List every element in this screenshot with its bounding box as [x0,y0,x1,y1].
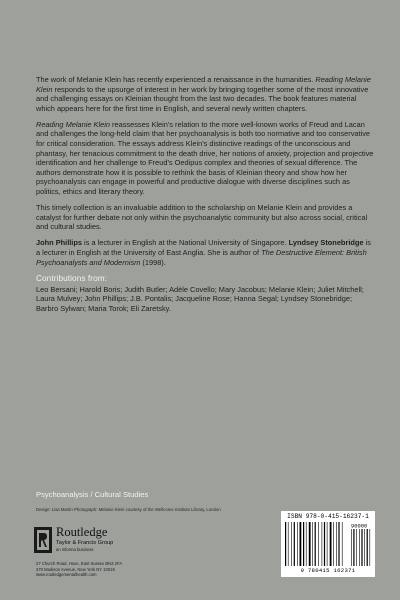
blurb-paragraph-2 [36,120,374,197]
editor-name: John Phillips [36,238,82,248]
editors-bio [36,238,374,267]
address-line: 270 Madison Avenue, New York NY 10016 [36,566,115,572]
editor-bio-text: (1998). [140,257,166,267]
price-code: 90000 [351,523,368,530]
routledge-logo-icon [34,527,52,553]
address-line: 27 Church Road, Hove, East Sussex BN3 2FA [36,561,123,566]
isbn-barcode [281,511,375,577]
blurb-text: The work of Melanie Klein has recently experienced a renaissance in the humanities. [36,75,316,84]
contributors-list: Leo Bersani; Harold Boris; Judith Butler; Adèle Covello; Mary Jacobus; Melanie Klein; Juliet Mitchell; Laura Mulvey; John Phillips; J.B. Pontalis; Jacqueline Rose; Hanna Segal; Lyndsey Stonebridge; Barbro Sylwan; Maria Torok; Eli Zaretsky. [36,284,364,313]
blurb-text: responds to the upsurge of interest in her work by bringing together some of the most innovative and challenging essays on Kleinian thought from the last two decades. The book features material which appears here for the first time in English, and several newly written chapters. [36,84,369,113]
editor-book-title: The Destructive Element: British Psychoanalysts and Modernism [36,248,367,267]
publisher-address [36,561,122,578]
editor-bio-text: is a lecturer in English at the University of East Anglia. She is author of [36,238,371,257]
blurb-text: reassesses Klein's relation to the more well-known works of Freud and Lacan and challenges the long-held claim that her psychoanalysis is both too normative and too conservative for critical consideration. The essays address Klein's distinctive readings of the unconscious and phantasy, her tenacious commitment to the death drive, her notions of anxiety, projection and projective identification and her challenge to Freud's Oedipus complex and theories of sexual difference. The authors demonstrate how it is possible to rethink the basis of Kleinian theory and show how her psychoanalysis can engage in powerful and productive dialogue with diverse disciplines such as politics, ethics and literary theory. [36,119,374,197]
editor-bio-text: is a lecturer in English at the National University of Singapore. [82,238,289,248]
book-title: Reading Melanie Klein [36,75,371,94]
blurb-paragraph-3: This timely collection is an invaluable addition to the scholarship on Melanie Klein and provides a catalyst for further debate not only within the psychoanalytic community but also across social, critical and cultural studies. [36,203,368,232]
category-label: Psychoanalysis / Cultural Studies [36,490,149,499]
blurb [36,75,374,314]
design-credit: Design: Lisa Martin Photograph: Melanie Klein courtesy of the Wellcome Institute Library, London [36,507,221,512]
barcode-bars [285,522,371,567]
publisher-tagline: an informa business [56,547,94,552]
publisher-group: Taylor & Francis Group [56,540,114,546]
contributions-heading: Contributions from: [36,274,108,284]
book-title: Reading Melanie Klein [36,119,110,129]
publisher-website: www.routledgementalhealth.com [36,572,97,578]
blurb-paragraph-1 [36,75,374,113]
isbn-label: ISBN 978-0-415-16237-1 [287,513,369,520]
isbn-digits: 9 780415 162371 [300,567,356,574]
editor-name: Lyndsey Stonebridge [288,238,364,248]
publisher-name: Routledge [56,525,108,539]
